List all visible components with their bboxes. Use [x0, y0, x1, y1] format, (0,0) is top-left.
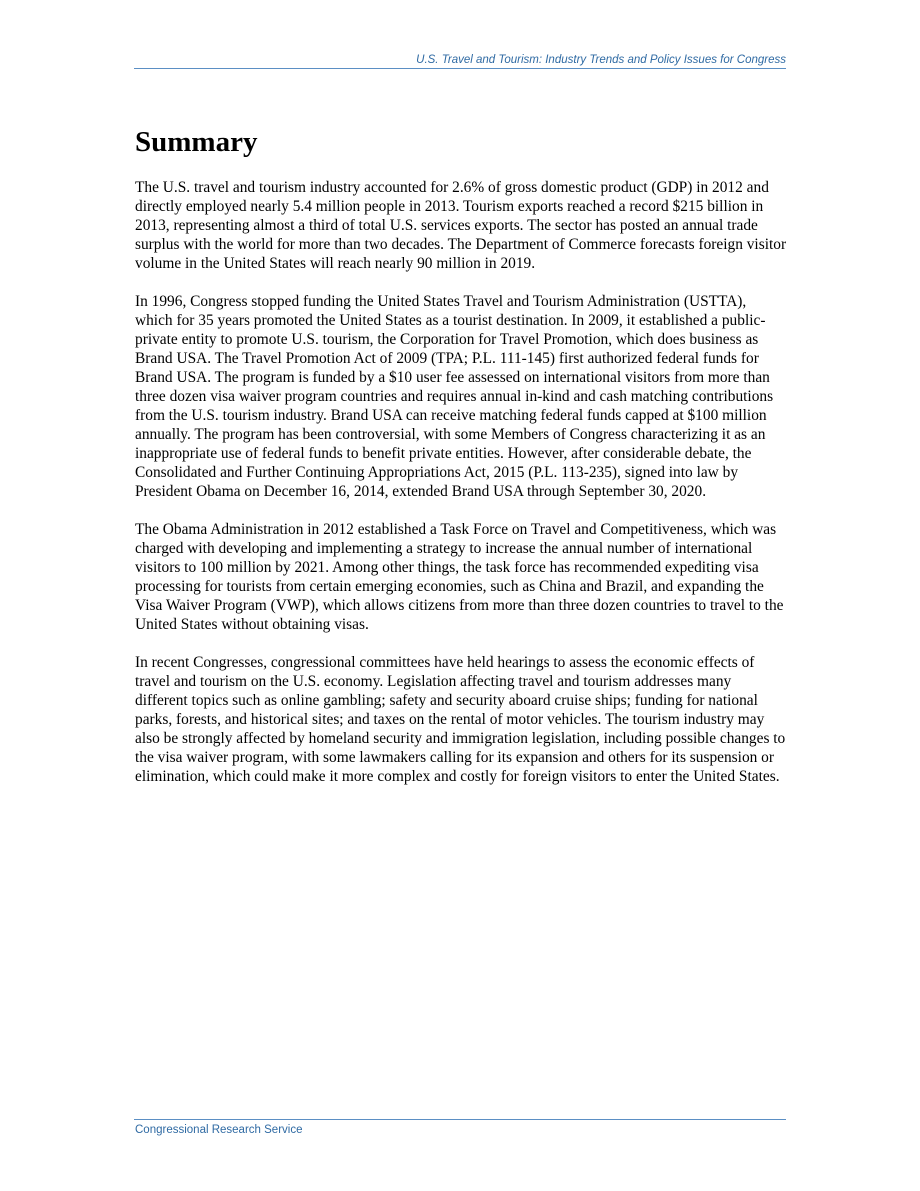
- summary-body: [135, 178, 787, 805]
- summary-paragraph-1: The U.S. travel and tourism industry accounted for 2.6% of gross domestic product (GDP) in 2012 and directly employed nearly 5.4 million people in 2013. Tourism exports reached a record $215 billion in 2013, representing almost a third of total U.S. services exports. The sector has posted an annual trade surplus with the world for more than two decades. The Department of Commerce forecasts foreign visitor volume in the United States will reach nearly 90 million in 2019.: [135, 179, 787, 272]
- header-divider: [134, 68, 786, 69]
- running-header: U.S. Travel and Tourism: Industry Trends and Policy Issues for Congress: [416, 54, 786, 66]
- footer-divider: [134, 1119, 786, 1120]
- summary-paragraph-2: In 1996, Congress stopped funding the United States Travel and Tourism Administration (USTTA), which for 35 years promoted the United States as a tourist destination. In 2009, it established a public-private entity to promote U.S. tourism, the Corporation for Travel Promotion, which does business as Brand USA. The Travel Promotion Act of 2009 (TPA; P.L. 111-145) first authorized federal funds for Brand USA. The program is funded by a $10 user fee assessed on international visitors from more than three dozen visa waiver program countries and requires annual in-kind and cash matching contributions from the U.S. tourism industry. Brand USA can receive matching federal funds capped at $100 million annually. The program has been controversial, with some Members of Congress characterizing it as an inappropriate use of federal funds to benefit private entities. However, after considerable debate, the Consolidated and Further Continuing Appropriations Act, 2015 (P.L. 113-235), signed into law by President Obama on December 16, 2014, extended Brand USA through September 30, 2020.: [135, 293, 774, 500]
- summary-paragraph-3: The Obama Administration in 2012 established a Task Force on Travel and Competitiveness, which was charged with developing and implementing a strategy to increase the annual number of international visitors to 100 million by 2021. Among other things, the task force has recommended expediting visa processing for tourists from certain emerging economies, such as China and Brazil, and expanding the Visa Waiver Program (VWP), which allows citizens from more than three dozen countries to travel to the United States without obtaining visas.: [135, 521, 784, 633]
- summary-paragraph-4: In recent Congresses, congressional committees have held hearings to assess the economic effects of travel and tourism on the U.S. economy. Legislation affecting travel and tourism addresses many different topics such as online gambling; safety and security aboard cruise ships; funding for national parks, forests, and historical sites; and taxes on the rental of motor vehicles. The tourism industry may also be strongly affected by homeland security and immigration legislation, including possible changes to the visa waiver program, with some lawmakers calling for its expansion and others for its suspension or elimination, which could make it more complex and costly for foreign visitors to enter the United States.: [135, 654, 786, 785]
- running-footer: Congressional Research Service: [135, 1124, 303, 1136]
- page-title: Summary: [135, 126, 258, 158]
